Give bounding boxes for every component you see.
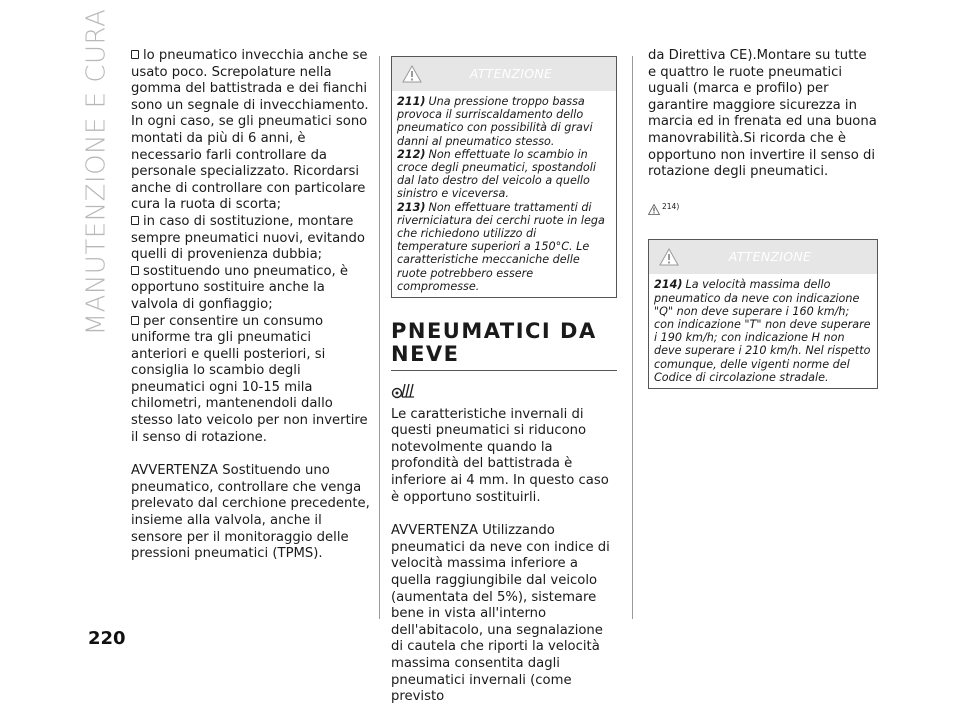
attention-item-number: 214) (654, 278, 683, 292)
attention-item-number: 211) (397, 95, 426, 108)
warning-paragraph: AVVERTENZA Utilizzando pneumatici da neve con indice di velocità massima inferiore a quella raggiungibile dal veicolo (aumentata del 5%), sistemare bene in vista all'interno dell'abitacolo, una segnalazione di cautela che riporti la velocità massima consentita dagli pneumatici invernali (come previsto (391, 523, 610, 705)
bullet-icon (131, 216, 139, 225)
bullet-icon (131, 50, 139, 59)
list-item (131, 48, 371, 214)
warning-reference (648, 199, 878, 216)
bullet-icon (131, 266, 139, 275)
attention-item-number: 212) (397, 147, 426, 161)
column-3 (648, 48, 878, 395)
attention-header (392, 57, 616, 91)
attention-item (397, 201, 610, 293)
column-divider (379, 56, 380, 619)
attention-item (397, 95, 610, 148)
chapter-side-title (76, 8, 116, 336)
attention-body (649, 274, 877, 388)
body-paragraph: Le caratteristiche invernali di questi pneumatici si riducono notevolmente quando la profondità del battistrada è inferiore ai 4 mm. In questo caso è opportuno sostituirli. (391, 406, 609, 505)
column-divider (632, 56, 633, 619)
warning-paragraph: AVVERTENZA Sostituendo uno pneumatico, controllare che venga prelevato dal cerchione precedente, insieme alla valvola, anche il sensore per il monitoraggio delle pressioni pneumatici (TPMS). (131, 463, 370, 562)
column-1 (131, 48, 371, 563)
list-item (131, 314, 371, 447)
column-2 (391, 56, 617, 706)
list-item-text: in caso di sostituzione, montare sempre pneumatici nuovi, evitando quelli di provenienza dubbia; (131, 213, 365, 263)
attention-item-text: La velocità massima dello pneumatico da neve con indicazione "Q" non deve superare i 160 km/h; con indicazione "T" non deve superare i 190 km/h; con indicazione H non deve superare i 210 km/h. Nel rispetto comunque, delle vigenti norme del Codice di circolazione stradale. (654, 278, 871, 384)
chapter-side-title-text: MANUTENZIONE E CURA (81, 8, 111, 336)
attention-item-number: 213) (397, 200, 426, 214)
attention-header (649, 240, 877, 274)
attention-item-text: Una pressione troppo bassa provoca il surriscaldamento dello pneumatico con possibilità di gravi danni al pneumatico stesso. (397, 95, 593, 148)
attention-item-text: Non effettuate lo scambio in croce degli pneumatici, spostandoli dal lato destro del veicolo a quello sinistro e viceversa. (397, 147, 596, 201)
attention-box (648, 239, 878, 389)
attention-item (654, 278, 871, 384)
warning-triangle-icon (402, 65, 422, 83)
list-item-text: sostituendo uno pneumatico, è opportuno sostituire anche la valvola di gonfiaggio; (131, 263, 349, 312)
body-paragraph: da Direttiva CE).Montare su tutte e quattro le ruote pneumatici uguali (marca e profilo) per garantire maggiore sicurezza in marcia ed in frenata ed una buona manovrabilità.Si ricorda che è opportuno non invertire il senso di rotazione degli pneumatici. (648, 48, 877, 180)
snow-tire-icon (391, 381, 417, 399)
attention-item (397, 148, 610, 201)
attention-title: ATTENZIONE (728, 249, 812, 265)
attention-item-text: Non effettuare trattamenti di riverniciatura dei cerchi ruote in lega che richiedono utilizzo di temperature superiori a 150°C. Le caratteristiche meccaniche delle ruote potrebbero essere compromesse. (397, 200, 605, 293)
attention-title: ATTENZIONE (469, 65, 553, 81)
list-item-text: lo pneumatico invecchia anche se usato poco. Screpolature nella gomma del battistrada e dei fianchi sono un segnale di invecchiamento. In ogni caso, se gli pneumatici sono montati da più di 6 anni, è necessario farli controllare da personale specializzato. Ricordarsi anche di controllare con particolare cura la ruota di scorta; (131, 48, 369, 213)
list-item-text: per consentire un consumo uniforme tra gli pneumatici anteriori e quelli posteriori, si consiglia lo scambio degli pneumatici ogni 10-15 mila chilometri, mantenendoli dallo stesso lato veicolo per non invertire il senso di rotazione. (131, 313, 368, 445)
attention-body (392, 91, 616, 297)
warning-triangle-icon (648, 204, 660, 215)
warning-triangle-icon (659, 248, 679, 266)
list-item (131, 264, 371, 314)
page-number: 220 (88, 628, 126, 649)
section-heading: PNEUMATICI DA NEVE (391, 320, 617, 371)
bullet-icon (131, 316, 139, 325)
attention-box (391, 56, 617, 298)
list-item (131, 214, 371, 264)
reference-number: 214) (662, 201, 680, 211)
